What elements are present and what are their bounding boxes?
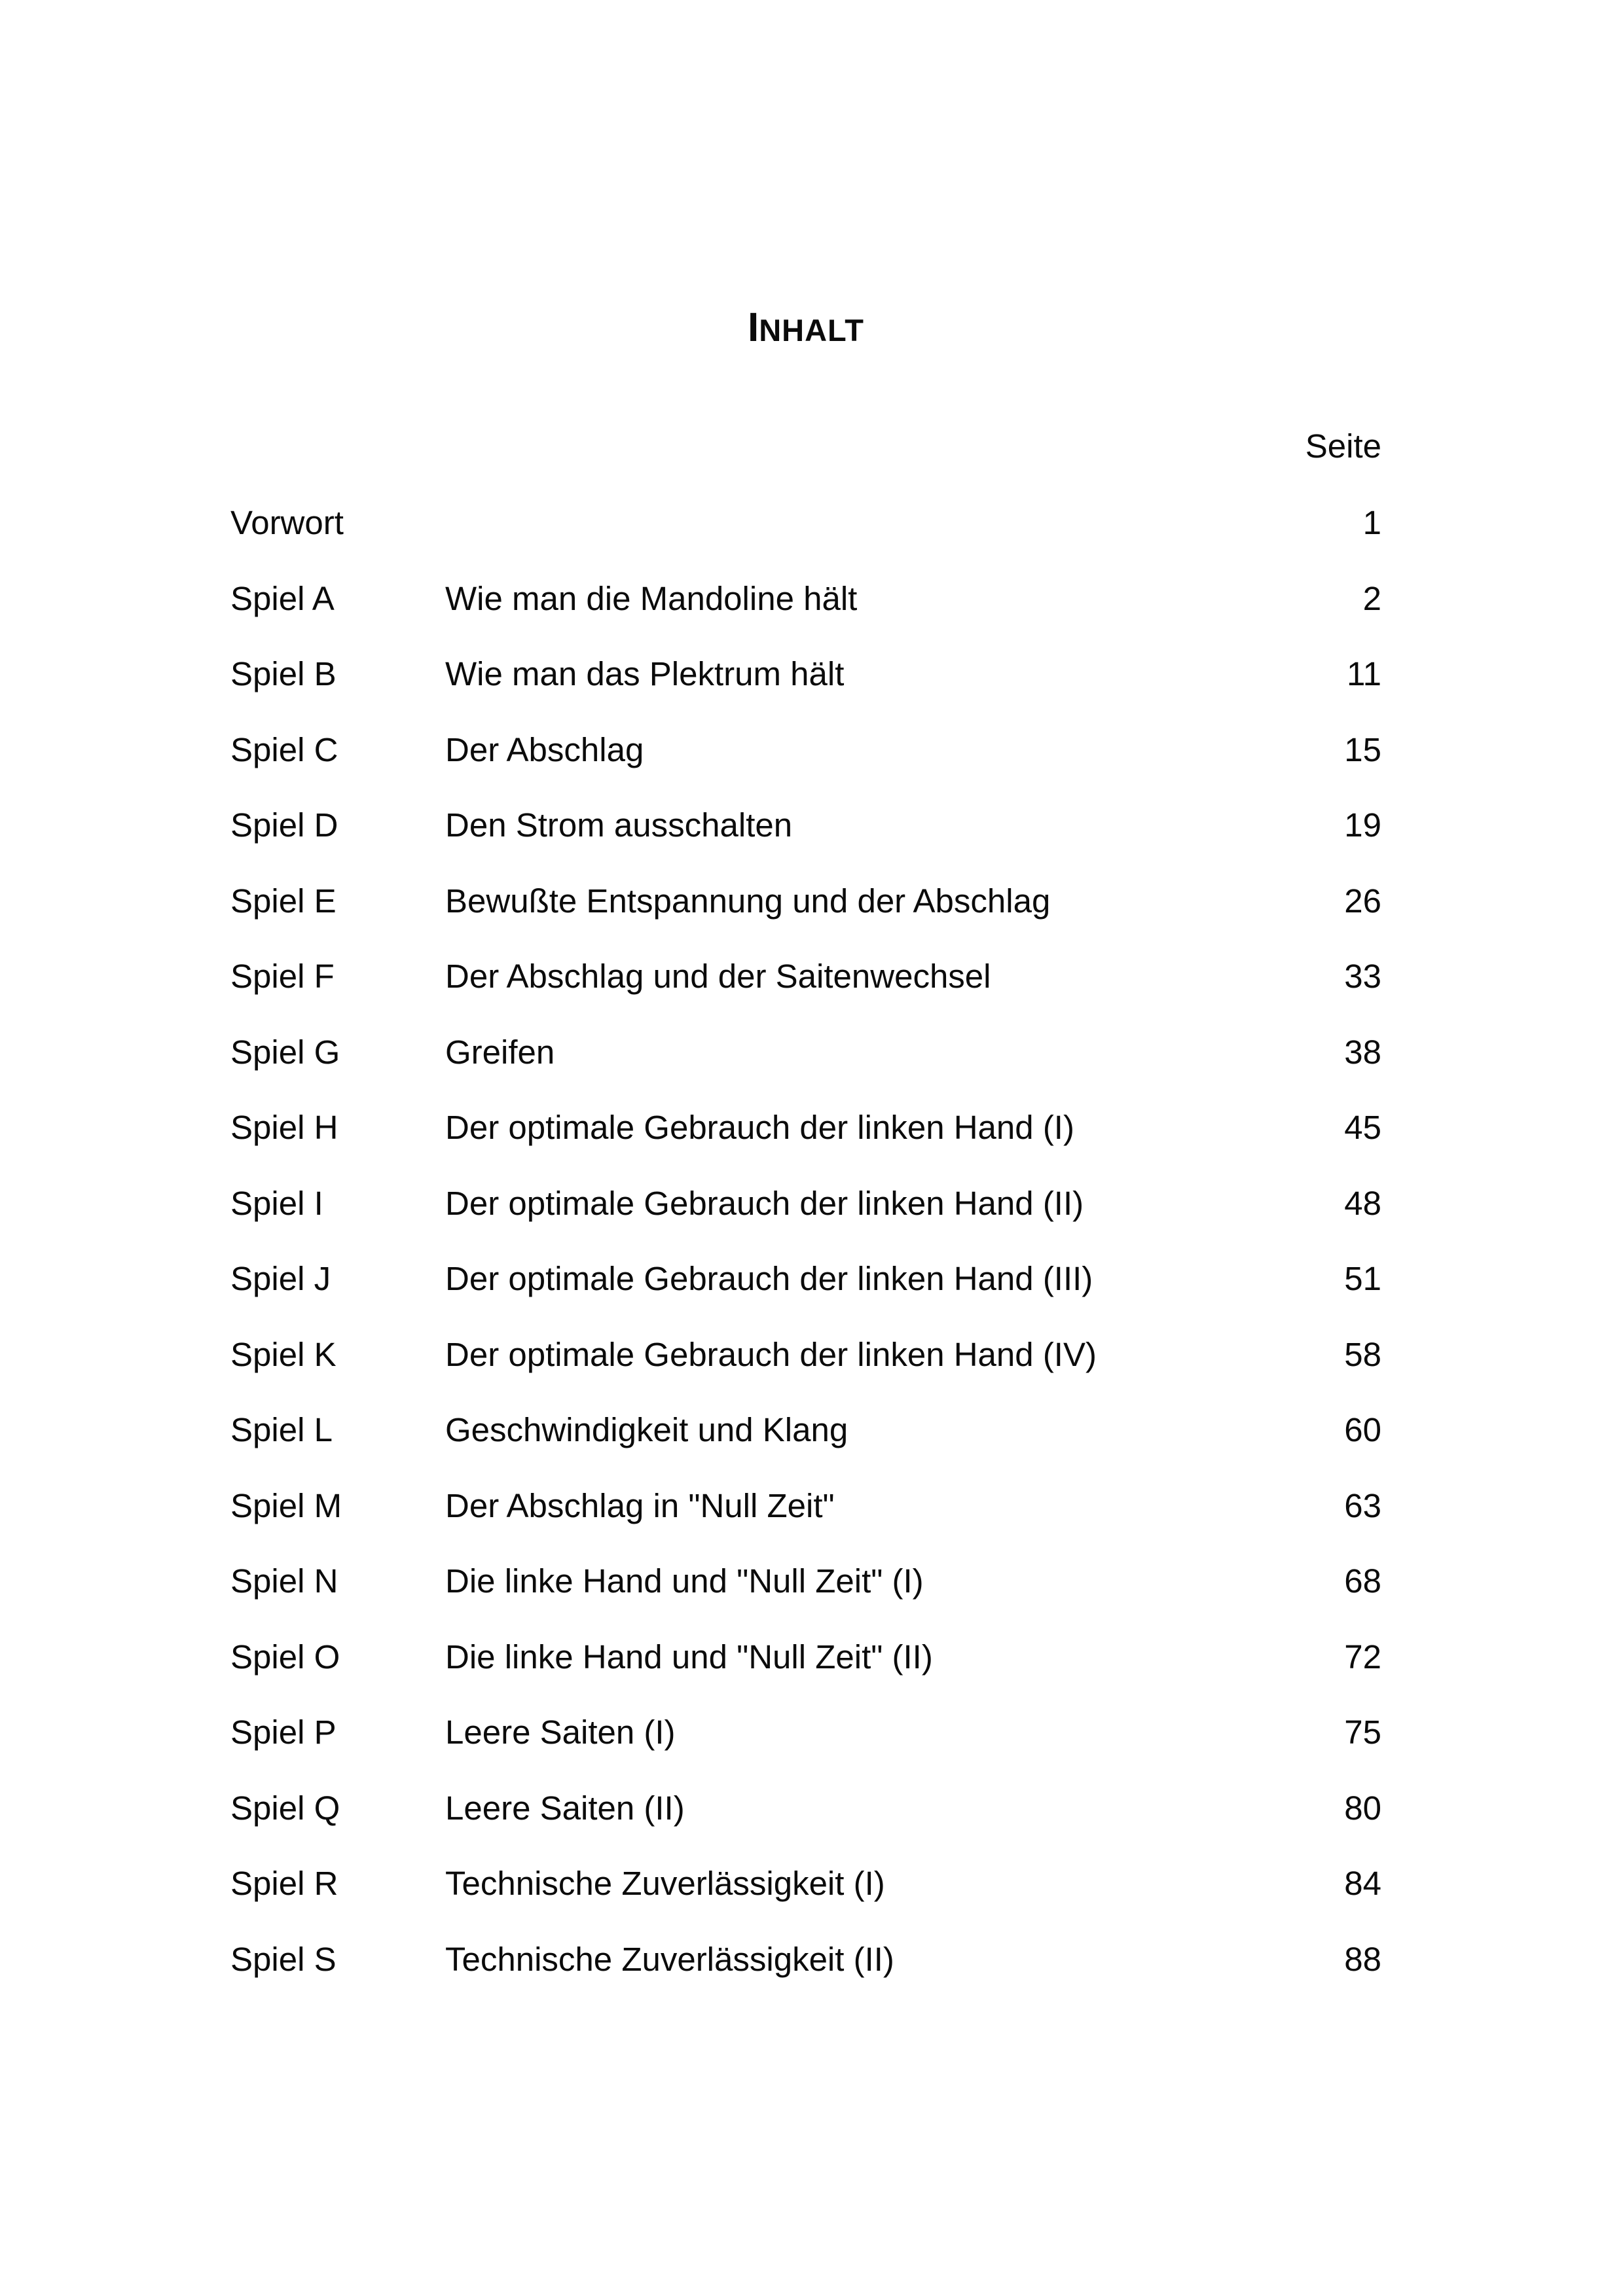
toc-row-label: Spiel E: [230, 882, 337, 920]
toc-row-label: Spiel R: [230, 1865, 338, 1903]
toc-row-title: Der optimale Gebrauch der linken Hand (I): [445, 1109, 1074, 1147]
content-area: [230, 0, 1381, 2296]
toc-row-label: Spiel P: [230, 1713, 337, 1751]
toc-row-label: Spiel M: [230, 1486, 342, 1524]
toc-row-label: Spiel B: [230, 655, 337, 693]
page-title: [230, 305, 1381, 350]
page-title-initial: I: [748, 305, 759, 350]
toc-row-label: Spiel O: [230, 1638, 340, 1676]
toc-row-title: Wie man die Mandoline hält: [445, 579, 858, 617]
toc-row-label: Spiel F: [230, 958, 335, 996]
toc-row-title: Die linke Hand und "Null Zeit" (II): [445, 1638, 933, 1676]
toc-rows: [230, 486, 1381, 1998]
toc-row-title: Der Abschlag und der Saitenwechsel: [445, 958, 991, 996]
toc-row-page: 84: [1344, 1865, 1381, 1903]
toc-row-title: Greifen: [445, 1033, 555, 1071]
toc-row-label: Spiel K: [230, 1335, 337, 1373]
page-title-rest: NHALT: [759, 313, 864, 348]
toc-row: [230, 1393, 1381, 1469]
toc-row-title: Der optimale Gebrauch der linken Hand (III): [445, 1260, 1093, 1298]
toc-row-label: Spiel N: [230, 1562, 338, 1600]
toc-row-label: Spiel H: [230, 1109, 338, 1147]
toc-row: [230, 637, 1381, 713]
toc-row: [230, 788, 1381, 864]
toc-row: [230, 713, 1381, 789]
toc-row-title: Technische Zuverlässigkeit (I): [445, 1865, 885, 1903]
toc-row-page: 15: [1344, 730, 1381, 768]
toc-row: [230, 1544, 1381, 1620]
toc-row-title: Der optimale Gebrauch der linken Hand (II): [445, 1184, 1084, 1222]
toc-row-page: 19: [1344, 806, 1381, 844]
toc-row-title: Geschwindigkeit und Klang: [445, 1411, 848, 1449]
toc-row-page: 88: [1344, 1940, 1381, 1978]
toc-row-page: 72: [1344, 1638, 1381, 1676]
toc-row-page: 58: [1344, 1335, 1381, 1373]
toc-row-title: Die linke Hand und "Null Zeit" (I): [445, 1562, 924, 1600]
toc-row-title: Technische Zuverlässigkeit (II): [445, 1940, 894, 1978]
toc-row-title: Der Abschlag: [445, 730, 644, 768]
toc-row-page: 2: [1362, 579, 1381, 617]
toc-row-page: 26: [1344, 882, 1381, 920]
toc-row-page: 1: [1362, 504, 1381, 542]
toc-row-page: 75: [1344, 1713, 1381, 1751]
toc-row-title: Wie man das Plektrum hält: [445, 655, 845, 693]
toc-row-label: Spiel D: [230, 806, 338, 844]
toc-row-page: 60: [1344, 1411, 1381, 1449]
toc-row-page: 45: [1344, 1109, 1381, 1147]
toc-row-title: Der optimale Gebrauch der linken Hand (IV): [445, 1335, 1097, 1373]
toc-row: [230, 1015, 1381, 1091]
toc-row-label: Spiel L: [230, 1411, 333, 1449]
toc-row-page: 51: [1344, 1260, 1381, 1298]
toc-row: [230, 1090, 1381, 1166]
page-column-header: Seite: [1305, 427, 1381, 465]
toc-row-page: 11: [1347, 655, 1381, 693]
toc-row-label: Spiel J: [230, 1260, 331, 1298]
toc-row: [230, 1846, 1381, 1922]
toc-row: [230, 1771, 1381, 1847]
toc-row-page: 33: [1344, 958, 1381, 996]
toc-row-label: Vorwort: [230, 504, 344, 542]
toc-row-page: 48: [1344, 1184, 1381, 1222]
toc-row-label: Spiel Q: [230, 1789, 340, 1827]
toc-row-title: Leere Saiten (II): [445, 1789, 685, 1827]
toc-row-title: Den Strom ausschalten: [445, 806, 793, 844]
toc-row-page: 68: [1344, 1562, 1381, 1600]
toc-row: [230, 1469, 1381, 1545]
toc-row: [230, 1620, 1381, 1696]
toc-row: [230, 939, 1381, 1015]
toc-row: [230, 1166, 1381, 1242]
toc-row-label: Spiel G: [230, 1033, 340, 1071]
toc-row-label: Spiel S: [230, 1940, 337, 1978]
toc-row: [230, 1242, 1381, 1318]
toc-row: [230, 486, 1381, 562]
toc-row: [230, 1318, 1381, 1393]
toc-row-label: Spiel A: [230, 579, 335, 617]
toc-row: [230, 1922, 1381, 1998]
toc-row-title: Leere Saiten (I): [445, 1713, 676, 1751]
toc-row: [230, 1695, 1381, 1771]
toc-row-page: 38: [1344, 1033, 1381, 1071]
toc-row: [230, 864, 1381, 940]
toc-row-title: Der Abschlag in "Null Zeit": [445, 1486, 835, 1524]
toc-row-page: 63: [1344, 1486, 1381, 1524]
toc-row-page: 80: [1344, 1789, 1381, 1827]
toc-row-label: Spiel I: [230, 1184, 323, 1222]
toc-row: [230, 562, 1381, 637]
toc-row-title: Bewußte Entspannung und der Abschlag: [445, 882, 1051, 920]
toc-row-label: Spiel C: [230, 730, 338, 768]
